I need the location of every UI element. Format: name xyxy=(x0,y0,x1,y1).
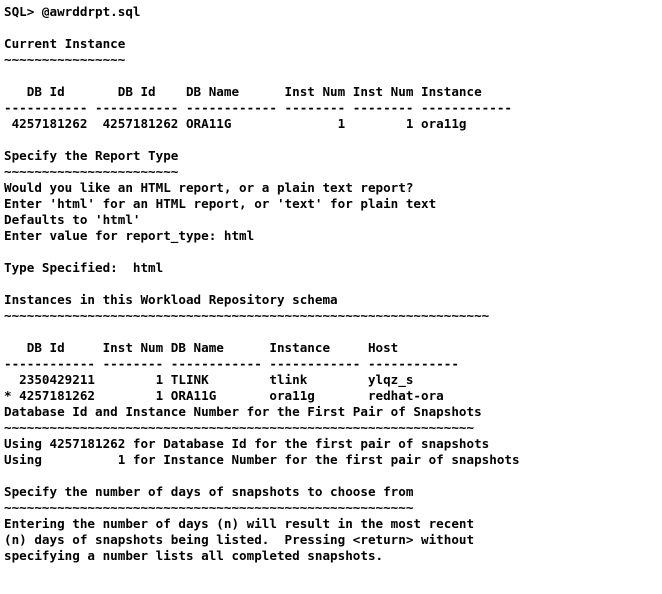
terminal-line: (n) days of snapshots being listed. Pressing <return> without xyxy=(4,532,475,547)
sqlplus-terminal-output[interactable] xyxy=(4,4,654,590)
section-underline: ~~~~~~~~~~~~~~~~~~~~~~~~~~~~~~~~~~~~~~~~~~~~~~~~~~~~~~ xyxy=(4,500,414,515)
terminal-line xyxy=(4,244,654,260)
terminal-line xyxy=(4,132,654,148)
section-underline: ~~~~~~~~~~~~~~~~~~~~~~~~~~~~~~~~~~~~~~~~~~~~~~~~~~~~~~~~~~~~~~ xyxy=(4,420,475,435)
section-underline: ~~~~~~~~~~~~~~~~~~~~~~~ xyxy=(4,164,179,179)
section-underline: ~~~~~~~~~~~~~~~~ xyxy=(4,52,126,67)
table-row-instance: * 4257181262 1 ORA11G ora11g redhat-ora xyxy=(4,388,444,403)
table-row-instance: 2350429211 1 TLINK tlink ylqz_s xyxy=(4,372,414,387)
table-row-current-instance: 4257181262 4257181262 ORA11G 1 1 ora11g xyxy=(4,116,467,131)
table-header-instances: DB Id Inst Num DB Name Instance Host xyxy=(4,340,399,355)
section-heading-report-type: Specify the Report Type xyxy=(4,148,179,163)
terminal-line xyxy=(4,68,654,84)
section-underline: ~~~~~~~~~~~~~~~~~~~~~~~~~~~~~~~~~~~~~~~~~~~~~~~~~~~~~~~~~~~~~~~~ xyxy=(4,308,490,323)
terminal-line xyxy=(4,468,654,484)
terminal-line: Using 1 for Instance Number for the first pair of snapshots xyxy=(4,452,520,467)
terminal-line: Would you like an HTML report, or a plain text report? xyxy=(4,180,414,195)
section-heading-first-pair: Database Id and Instance Number for the First Pair of Snapshots xyxy=(4,404,482,419)
terminal-line: specifying a number lists all completed snapshots. xyxy=(4,548,384,563)
table-header-current-instance: DB Id DB Id DB Name Inst Num Inst Num Instance xyxy=(4,84,482,99)
terminal-line-type-specified: Type Specified: html xyxy=(4,260,164,275)
terminal-line-report-type-input: Enter value for report_type: html xyxy=(4,228,255,243)
terminal-line: Defaults to 'html' xyxy=(4,212,141,227)
terminal-line: Entering the number of days (n) will result in the most recent xyxy=(4,516,475,531)
terminal-line: Enter 'html' for an HTML report, or 'text' for plain text xyxy=(4,196,437,211)
terminal-line: Using 4257181262 for Database Id for the first pair of snapshots xyxy=(4,436,490,451)
table-separator: ------------ -------- ------------ ------------ ------------ xyxy=(4,356,459,371)
table-separator: ----------- ----------- ------------ -------- -------- ------------ xyxy=(4,100,512,115)
terminal-line-prompt: SQL> @awrddrpt.sql xyxy=(4,4,141,19)
section-heading-instances: Instances in this Workload Repository schema xyxy=(4,292,338,307)
section-heading-days: Specify the number of days of snapshots to choose from xyxy=(4,484,414,499)
terminal-line xyxy=(4,276,654,292)
section-heading-current-instance: Current Instance xyxy=(4,36,126,51)
terminal-line xyxy=(4,20,654,36)
terminal-line xyxy=(4,324,654,340)
